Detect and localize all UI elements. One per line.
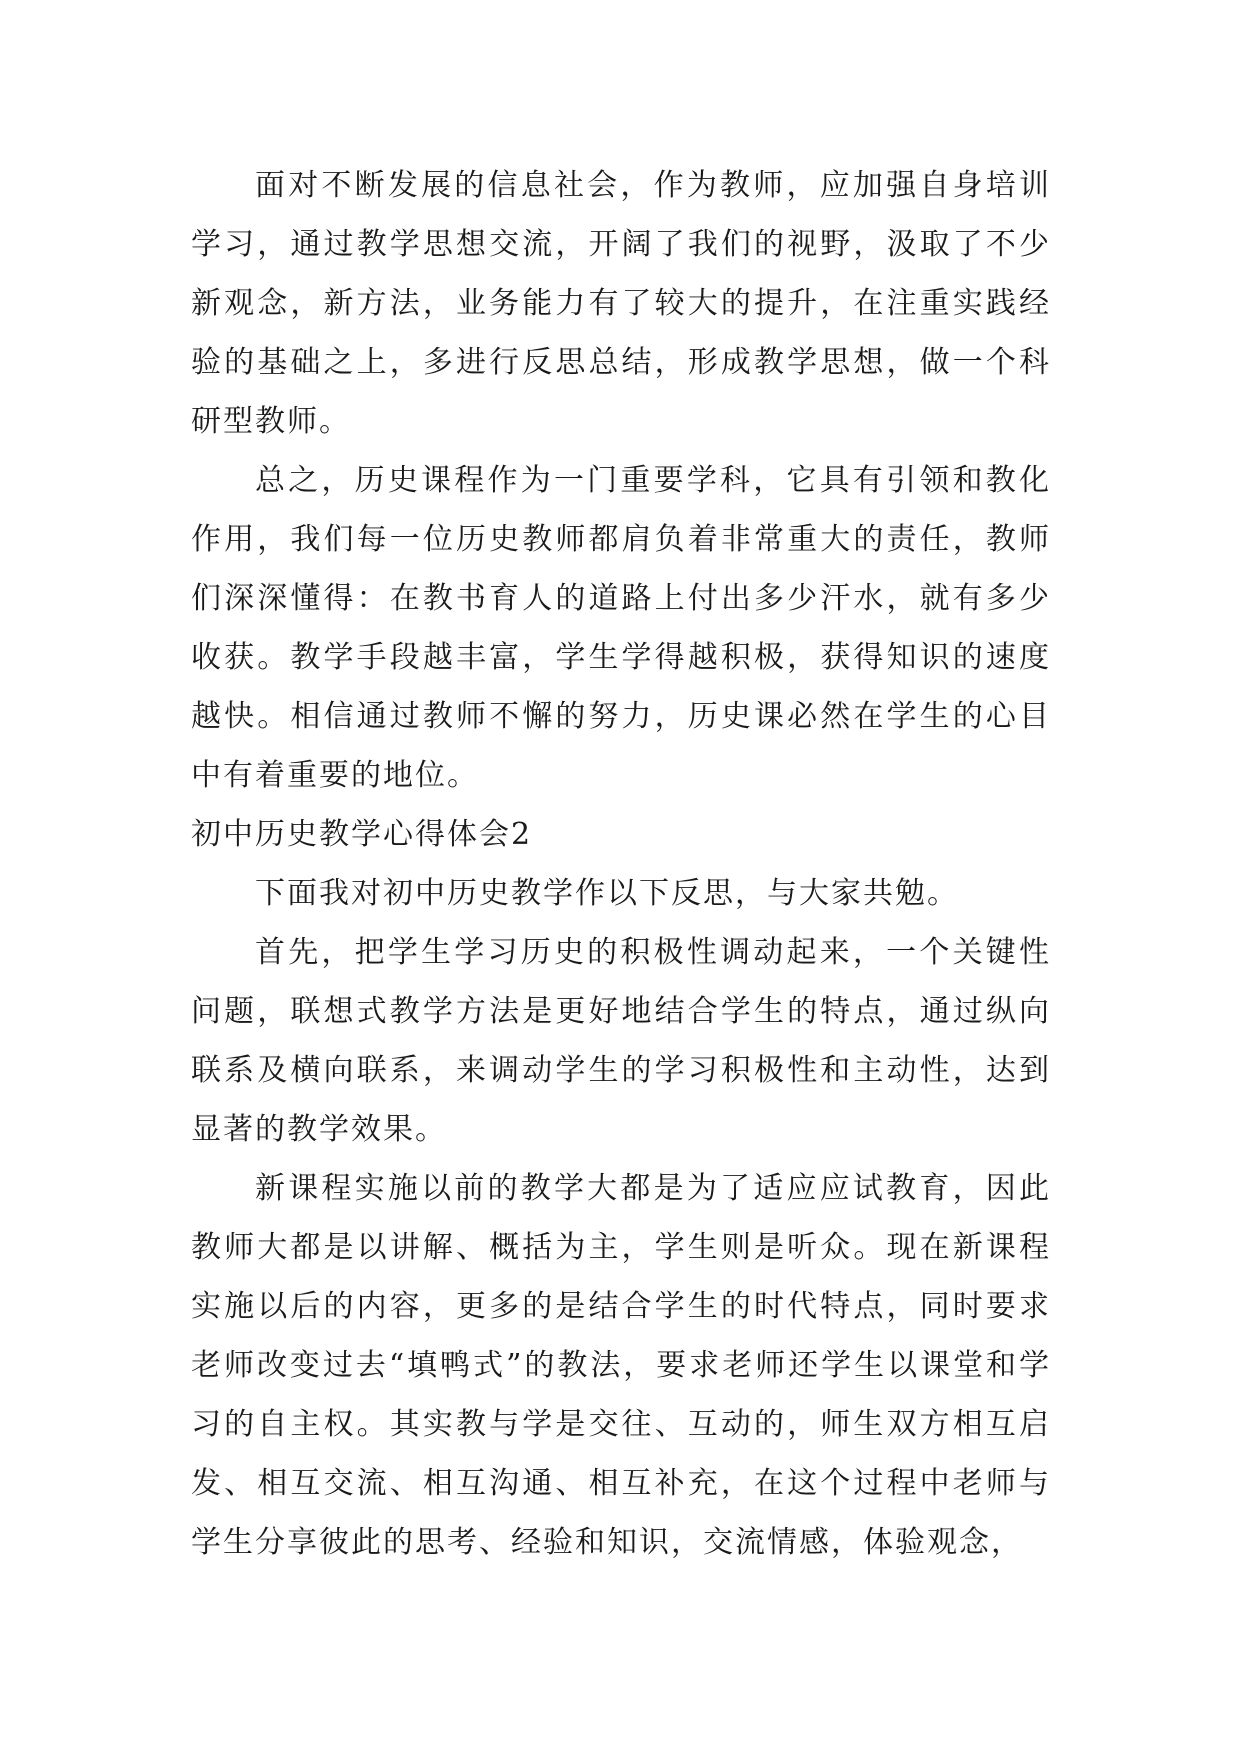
paragraph-information-society: 面对不断发展的信息社会，作为教师，应加强自身培训学习，通过教学思想交流，开阔了我们的视野，汲取了不少新观念，新方法，业务能力有了较大的提升，在注重实践经验的基础之上，多进行反思总结，形成教学思想，做一个科研型教师。: [191, 168, 1051, 439]
paragraph-new-curriculum: 新课程实施以前的教学大都是为了适应应试教育，因此教师大都是以讲解、概括为主，学生则是听众。现在新课程实施以后的内容，更多的是结合学生的时代特点，同时要求老师改变过去“填鸭式”的教法，要求老师还学生以课堂和学习的自主权。其实教与学是交往、互动的，师生双方相互启发、相互交流、相互沟通、相互补充，在这个过程中老师与学生分享彼此的思考、经验和知识，交流情感，体验观念，: [191, 1171, 1051, 1560]
document-body: [191, 156, 1051, 1572]
section-title: 初中历史教学心得体会2: [191, 817, 533, 852]
paragraph-intro: 下面我对初中历史教学作以下反思，与大家共勉。: [255, 876, 959, 911]
paragraph-first-point: 首先，把学生学习历史的积极性调动起来，一个关键性问题，联想式教学方法是更好地结合学生的特点，通过纵向联系及横向联系，来调动学生的学习积极性和主动性，达到显著的教学效果。: [191, 935, 1051, 1147]
paragraph-conclusion: 总之，历史课程作为一门重要学科，它具有引领和教化作用，我们每一位历史教师都肩负着非常重大的责任，教师们深深懂得：在教书育人的道路上付出多少汗水，就有多少收获。教学手段越丰富，学生学得越积极，获得知识的速度越快。相信通过教师不懈的努力，历史课必然在学生的心目中有着重要的地位。: [191, 463, 1051, 793]
